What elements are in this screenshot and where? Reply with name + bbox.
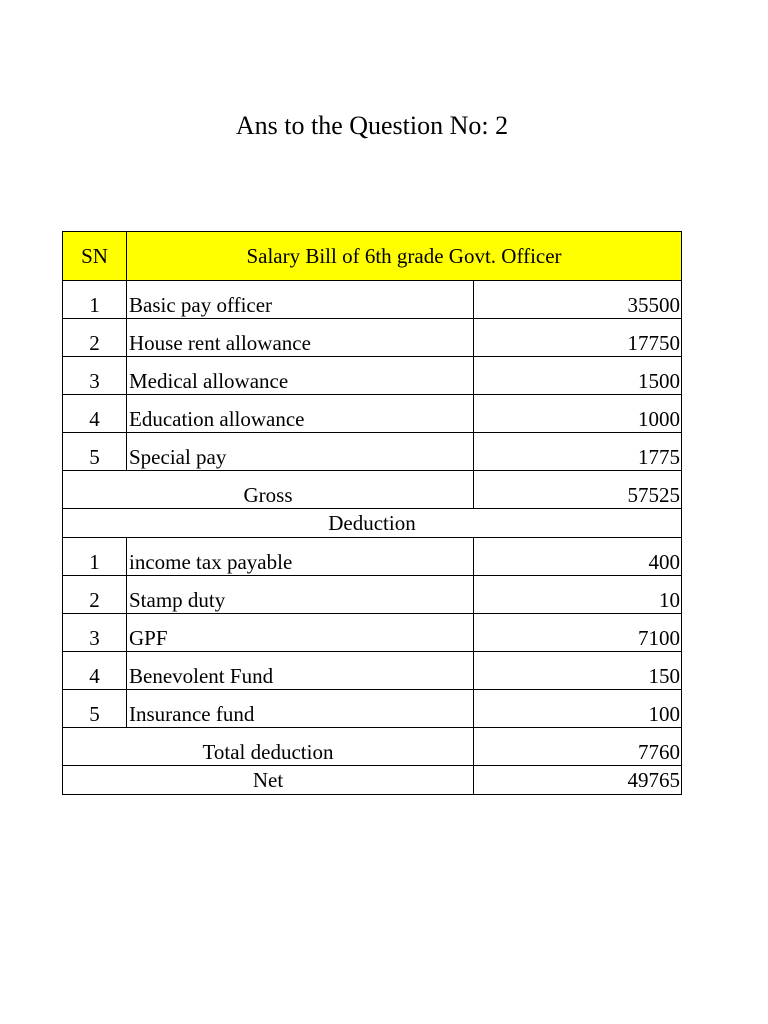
- deduction-row: [63, 614, 682, 652]
- deduction-amount: 150: [474, 652, 682, 690]
- earning-description: Basic pay officer: [127, 281, 474, 319]
- deduction-sn: 3: [63, 614, 127, 652]
- deduction-sn: 1: [63, 538, 127, 576]
- deduction-sn: 5: [63, 690, 127, 728]
- earning-row: [63, 281, 682, 319]
- earning-sn: 5: [63, 433, 127, 471]
- deduction-row: [63, 576, 682, 614]
- earning-amount: 1500: [474, 357, 682, 395]
- deduction-description: Insurance fund: [127, 690, 474, 728]
- earning-description: Special pay: [127, 433, 474, 471]
- deduction-amount: 10: [474, 576, 682, 614]
- earning-sn: 3: [63, 357, 127, 395]
- deduction-description: GPF: [127, 614, 474, 652]
- earning-sn: 4: [63, 395, 127, 433]
- deduction-description: Stamp duty: [127, 576, 474, 614]
- earning-row: [63, 395, 682, 433]
- deduction-heading-row: [63, 509, 682, 538]
- deduction-amount: 100: [474, 690, 682, 728]
- net-amount: 49765: [474, 766, 682, 795]
- earning-description: House rent allowance: [127, 319, 474, 357]
- deduction-row: [63, 690, 682, 728]
- deduction-row: [63, 538, 682, 576]
- page-title: Ans to the Question No: 2: [235, 111, 509, 140]
- total-deduction-label: Total deduction: [63, 728, 474, 766]
- deduction-description: Benevolent Fund: [127, 652, 474, 690]
- net-row: [63, 766, 682, 795]
- gross-label: Gross: [63, 471, 474, 509]
- earning-sn: 1: [63, 281, 127, 319]
- deduction-amount: 7100: [474, 614, 682, 652]
- deduction-amount: 400: [474, 538, 682, 576]
- deduction-heading: Deduction: [63, 509, 682, 538]
- earning-amount: 1775: [474, 433, 682, 471]
- earning-amount: 17750: [474, 319, 682, 357]
- gross-amount: 57525: [474, 471, 682, 509]
- earning-amount: 1000: [474, 395, 682, 433]
- table-header-row: [63, 232, 682, 281]
- earning-description: Education allowance: [127, 395, 474, 433]
- deduction-description: income tax payable: [127, 538, 474, 576]
- gross-row: [63, 471, 682, 509]
- deduction-sn: 2: [63, 576, 127, 614]
- net-label: Net: [63, 766, 474, 795]
- deduction-row: [63, 652, 682, 690]
- earning-description: Medical allowance: [127, 357, 474, 395]
- earning-row: [63, 319, 682, 357]
- earning-row: [63, 433, 682, 471]
- earning-amount: 35500: [474, 281, 682, 319]
- total-deduction-row: [63, 728, 682, 766]
- table-title-header: Salary Bill of 6th grade Govt. Officer: [127, 232, 682, 281]
- earning-row: [63, 357, 682, 395]
- earning-sn: 2: [63, 319, 127, 357]
- total-deduction-amount: 7760: [474, 728, 682, 766]
- sn-header: SN: [63, 232, 127, 281]
- salary-bill-table: [62, 231, 682, 795]
- deduction-sn: 4: [63, 652, 127, 690]
